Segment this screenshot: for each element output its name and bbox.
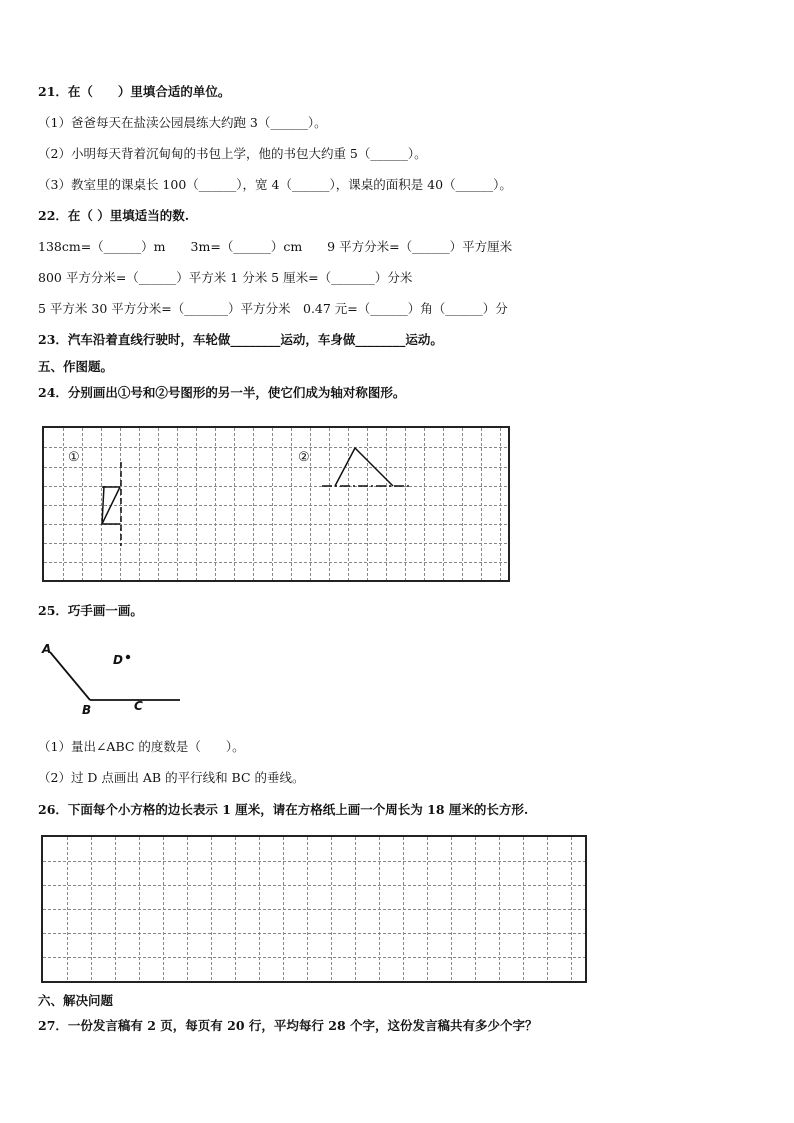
q23-middle: 运动，车身做 <box>280 332 356 347</box>
q21-item-3: （3）教室里的课桌长 100（______），宽 4（______），课桌的面积是 40（______）。 <box>38 177 512 192</box>
point-b-label: B <box>82 703 92 717</box>
angle-abc-lines <box>40 640 190 720</box>
q23-line <box>38 332 443 348</box>
point-a-label: A <box>42 642 52 656</box>
q25-title: 25．巧手画一画。 <box>38 603 143 618</box>
q23-blank-1: ________ <box>230 332 281 347</box>
point-d-label: D <box>113 653 123 667</box>
point-d-dot <box>126 655 130 659</box>
section-5-heading: 五、作图题。 <box>38 359 114 374</box>
q24-grid-lines <box>44 428 508 580</box>
q22-row-3: 5 平方米 30 平方分米=（_______）平方分米 0.47 元=（______）角（______）分 <box>38 301 508 316</box>
q25-item-1: （1）量出∠ABC 的度数是（ ）。 <box>38 739 245 754</box>
q22-title: 22．在（ ）里填适当的数. <box>38 208 190 223</box>
section-6-heading: 六、解决问题 <box>38 993 114 1008</box>
q24-grid <box>42 426 510 582</box>
shape-2-number-mark: ② <box>298 450 310 465</box>
q23-prefix: 23．汽车沿着直线行驶时，车轮做 <box>38 332 231 347</box>
q27-title: 27．一份发言稿有 2 页，每页有 20 行，平均每行 28 个字，这份发言稿共有多少个字？ <box>38 1018 538 1033</box>
q26-grid <box>41 835 587 983</box>
q26-grid-lines <box>43 837 585 981</box>
q21-item-2: （2）小明每天背着沉甸甸的书包上学，他的书包大约重 5（______）。 <box>38 146 427 161</box>
q25-item-2: （2）过 D 点画出 AB 的平行线和 BC 的垂线。 <box>38 770 305 785</box>
q21-title: 21．在（ ）里填合适的单位。 <box>38 84 231 99</box>
q25-angle-figure <box>40 640 190 720</box>
q22-row-1: 138cm=（______）m 3m=（______）cm 9 平方分米=（______）平方厘米 <box>38 239 513 254</box>
q26-title: 26．下面每个小方格的边长表示 1 厘米，请在方格纸上画一个周长为 18 厘米的长方形. <box>38 802 529 817</box>
point-c-label: C <box>134 699 143 713</box>
q24-title: 24．分别画出①号和②号图形的另一半，使它们成为轴对称图形。 <box>38 385 406 400</box>
q21-item-1: （1）爸爸每天在盐渎公园晨练大约跑 3（______）。 <box>38 115 327 130</box>
q23-blank-2: ________ <box>355 332 406 347</box>
shape-1-number-mark: ① <box>68 450 80 465</box>
q23-suffix: 运动。 <box>405 332 443 347</box>
q22-row-2: 800 平方分米=（______）平方米 1 分米 5 厘米=（_______）分米 <box>38 270 413 285</box>
